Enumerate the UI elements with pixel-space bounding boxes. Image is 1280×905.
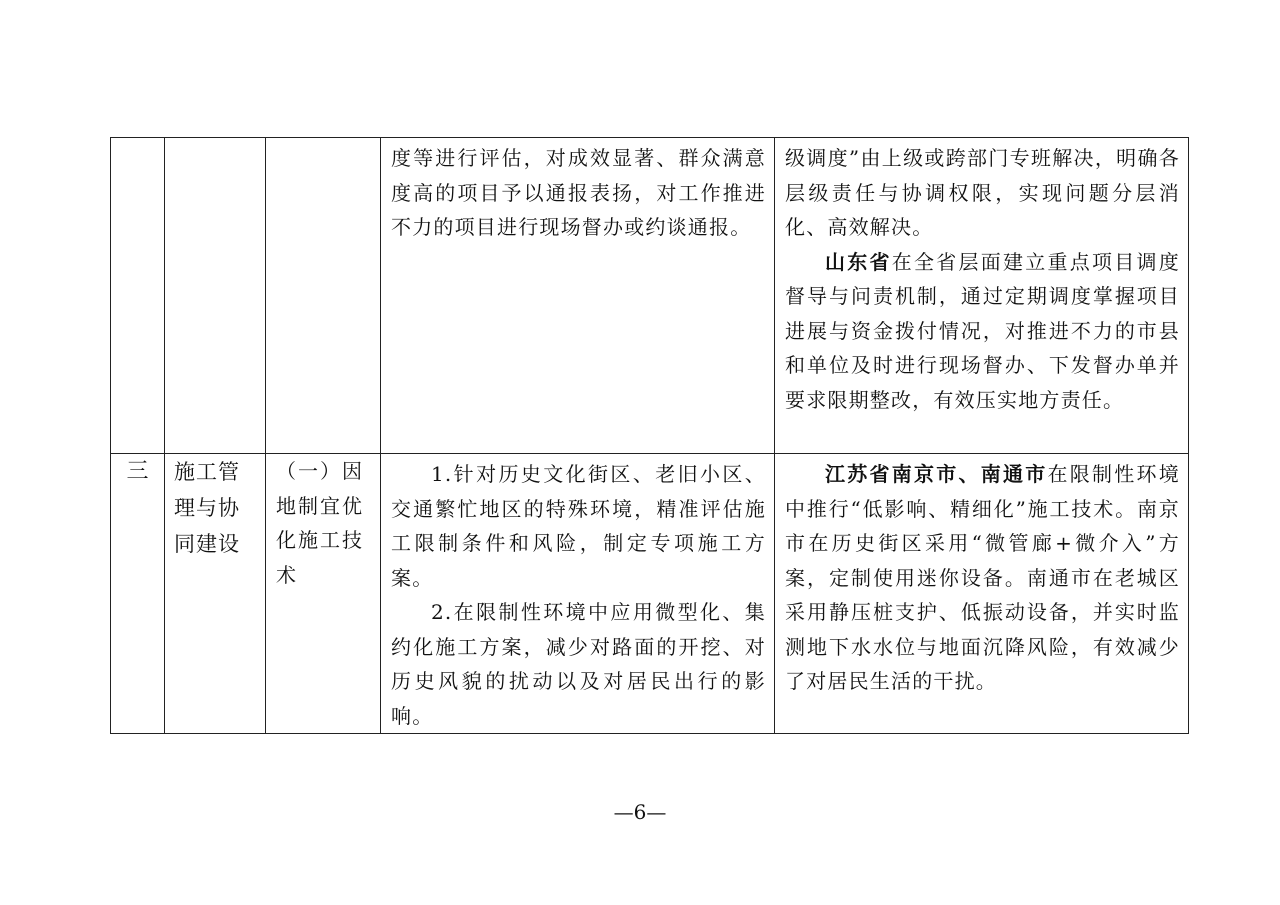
- case-region-name: 江苏省南京市、南通市: [825, 462, 1048, 486]
- page-number: —6—: [613, 800, 667, 824]
- category-label: 施工管理与协同建设: [174, 460, 240, 556]
- table-row: [111, 138, 1189, 454]
- subcategory-label: （一）因地制宜优化施工技术: [276, 459, 364, 587]
- measure-item: 2.在限制性环境中应用微型化、集约化施工方案，减少对路面的开挖、对历史风貌的扰动以及对居民出行的影响。: [391, 600, 766, 728]
- table-row: [111, 454, 1189, 734]
- subcategory-cell: [266, 454, 381, 734]
- number-cell: [111, 138, 165, 454]
- category-cell: [165, 454, 266, 734]
- case-description: 在限制性环境中推行“低影响、精细化”施工技术。南京市在历史街区采用“微管廊+微介入”方案，定制使用迷你设备。南通市在老城区采用静压桩支护、低振动设备，并实时监测地下水水位与地面沉降风险，有效减少了对居民生活的干扰。: [785, 462, 1180, 693]
- number-cell: 三: [111, 454, 165, 734]
- category-cell: [165, 138, 266, 454]
- case-region-name: 山东省: [825, 249, 892, 274]
- case-paragraph: [785, 457, 1180, 699]
- case-paragraph: [785, 245, 1180, 418]
- measures-cell: [381, 138, 775, 454]
- case-description: 在全省层面建立重点项目调度督导与问责机制，通过定期调度掌握项目进展与资金拨付情况，对推进不力的市县和单位及时进行现场督办、下发督办单并要求限期整改，有效压实地方责任。: [785, 249, 1180, 412]
- case-paragraph: 级调度”由上级或跨部门专班解决，明确各层级责任与协调权限，实现问题分层消化、高效解决。: [785, 146, 1180, 239]
- subcategory-cell: [266, 138, 381, 454]
- case-cell: [775, 454, 1189, 734]
- measures-text: 度等进行评估，对成效显著、群众满意度高的项目予以通报表扬，对工作推进不力的项目进行现场督办或约谈通报。: [391, 146, 766, 239]
- case-cell: [775, 138, 1189, 454]
- measures-cell: [381, 454, 775, 734]
- policy-table: [110, 137, 1189, 734]
- measure-item: 1.针对历史文化街区、老旧小区、交通繁忙地区的特殊环境，精准评估施工限制条件和风险，制定专项施工方案。: [391, 462, 766, 590]
